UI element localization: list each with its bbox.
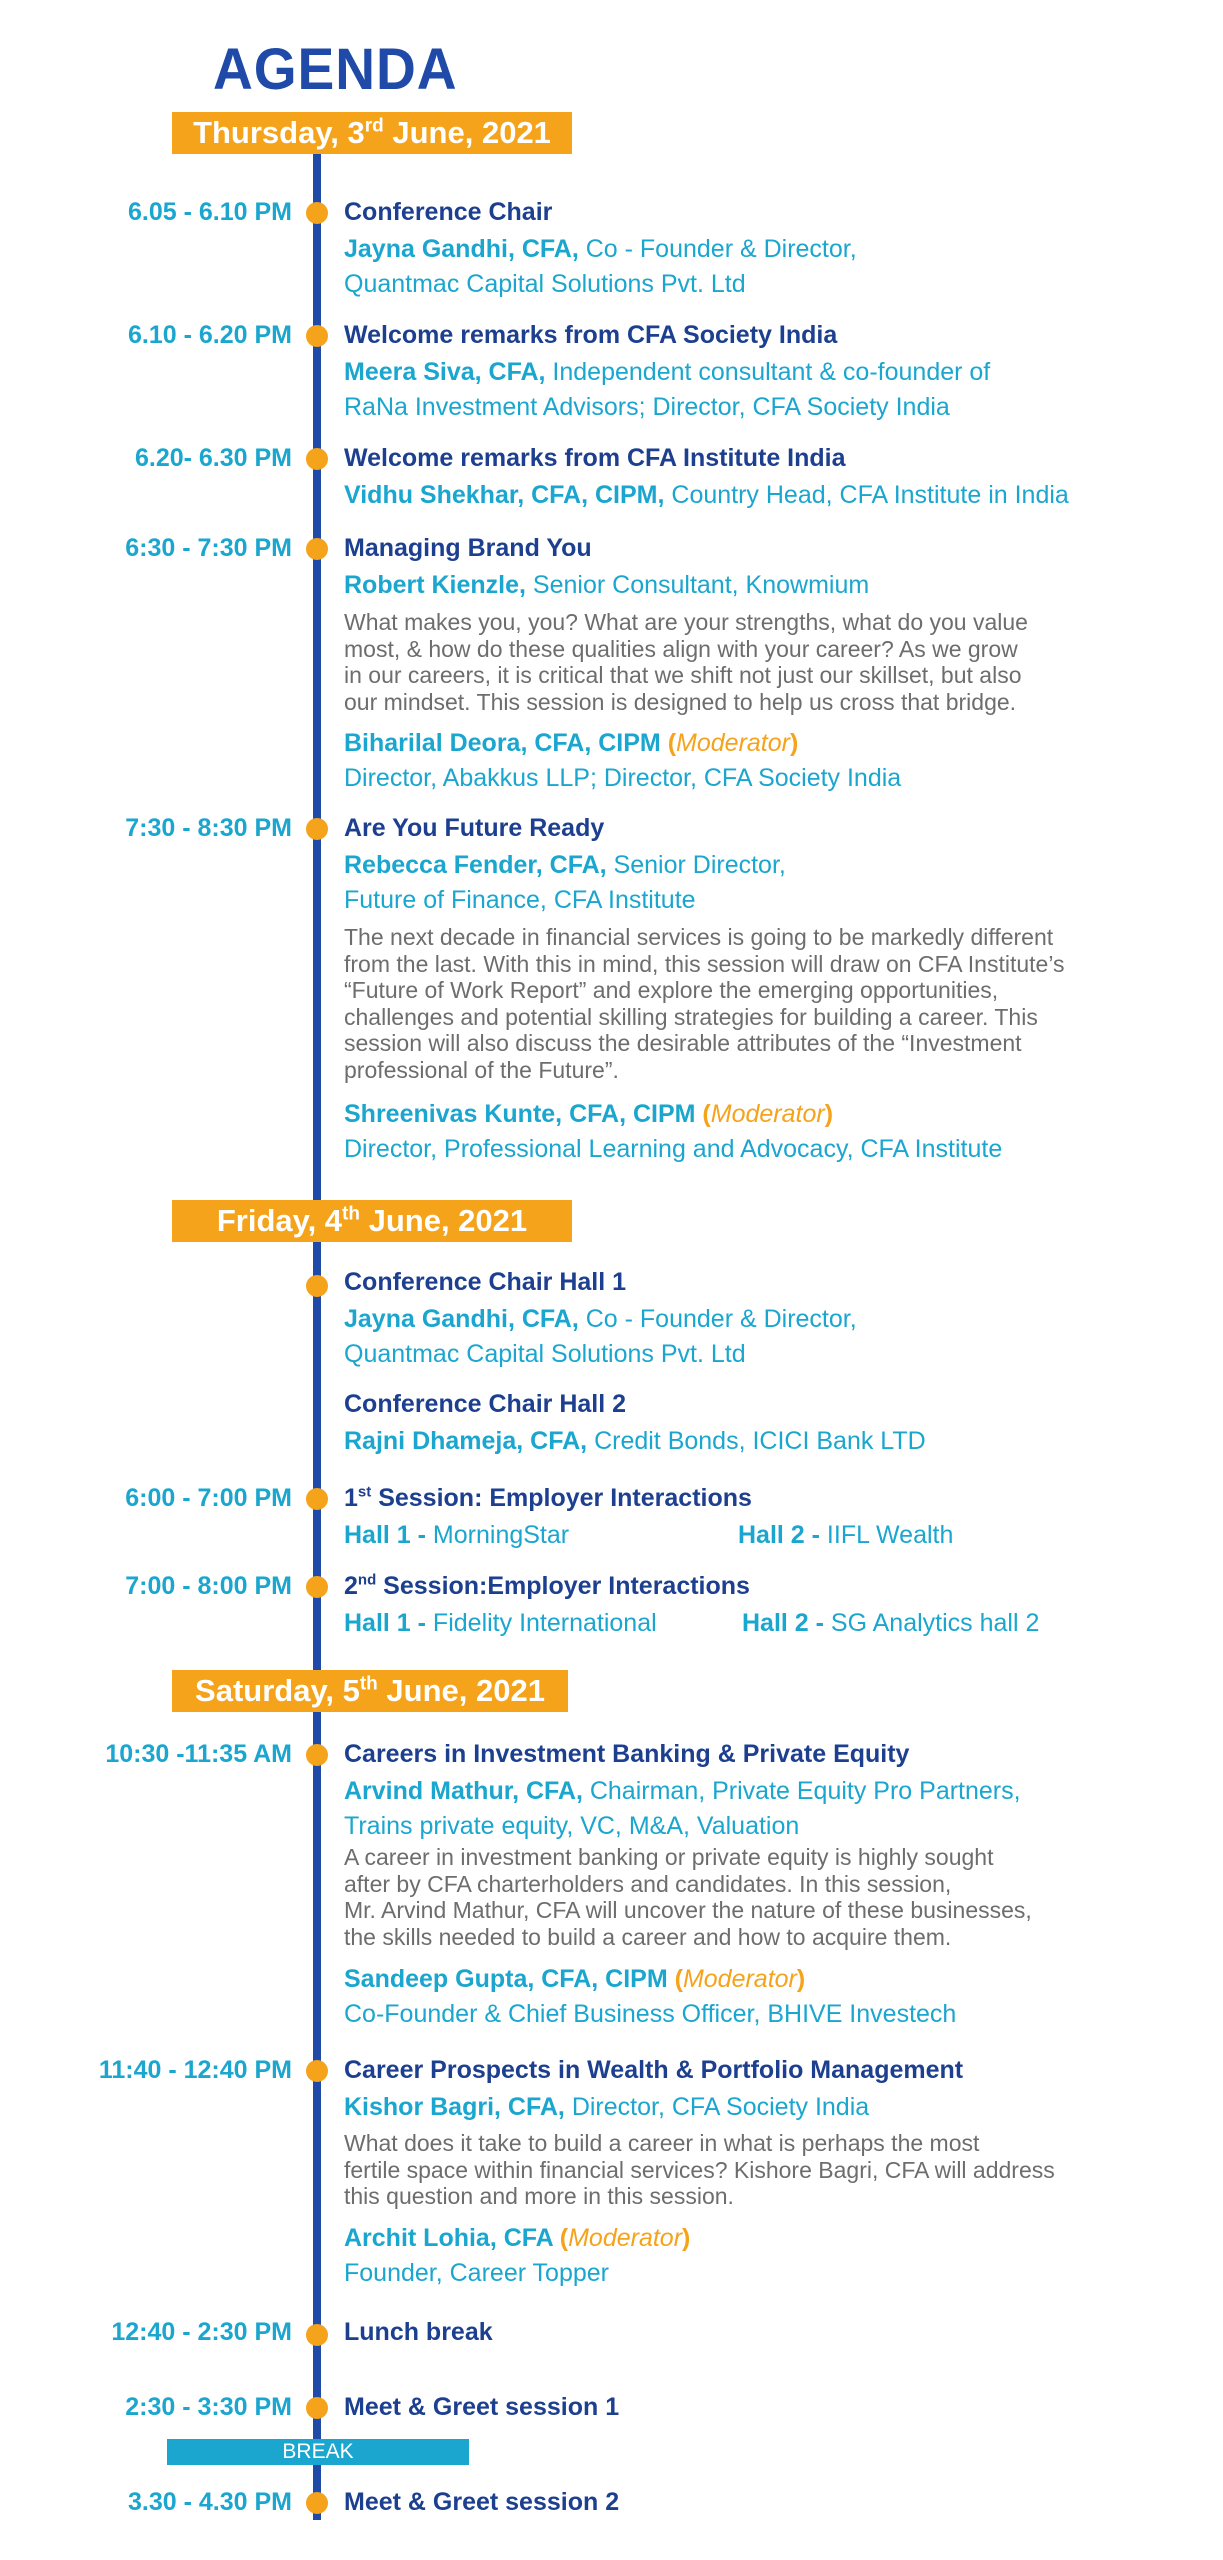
day-ordinal: th: [359, 1673, 378, 1695]
timeline-dot: [306, 2060, 328, 2082]
day-text-rest: June, 2021: [377, 1673, 545, 1708]
description-line: our mindset. This session is designed to help us cross that bridge.: [344, 688, 1017, 715]
session-title: Conference Chair Hall 2: [344, 1390, 627, 1418]
session-time: 12:40 - 2:30 PM: [111, 2318, 292, 2346]
hall-1-line: [344, 1518, 569, 1553]
speaker-line: [344, 2090, 869, 2125]
timeline-line: [313, 150, 321, 2520]
day-text-rest: June, 2021: [359, 1203, 528, 1238]
session-time: 6.20- 6.30 PM: [134, 444, 292, 472]
moderator-name: Sandeep Gupta, CFA, CIPM: [344, 1965, 668, 1993]
day-banner-friday: [172, 1200, 572, 1242]
day-text: Friday, 4: [216, 1203, 343, 1238]
session-title: Lunch break: [344, 2318, 493, 2346]
timeline-dot: [306, 2324, 328, 2346]
description-line: session will also discuss the desirable attributes of the “Investment: [344, 1030, 1022, 1056]
moderator-line: [344, 1097, 833, 1132]
description-line: What does it take to build a career in what is perhaps the most: [344, 2130, 980, 2156]
session-title: Meet & Greet session 1: [344, 2393, 620, 2421]
description-line: A career in investment banking or private equity is highly sought: [344, 1844, 994, 1870]
moderator-close: ): [789, 729, 799, 757]
session-time: 2:30 - 3:30 PM: [125, 2393, 292, 2421]
moderator-label: Moderator: [710, 1100, 825, 1128]
hall-2-line: [738, 1518, 953, 1553]
speaker-line: [344, 1424, 926, 1459]
timeline-dot: [306, 1488, 328, 1510]
day-banner-saturday: [172, 1670, 568, 1712]
speaker-line: [344, 478, 1069, 513]
hall-company: IIFL Wealth: [819, 1521, 954, 1549]
day-text-rest: June, 2021: [383, 115, 551, 150]
description-line: this question and more in this session.: [344, 2183, 734, 2209]
day-text: Thursday, 3: [193, 115, 365, 150]
session-time: 6.05 - 6.10 PM: [128, 198, 292, 226]
description-line: Mr. Arvind Mathur, CFA will uncover the nature of these businesses,: [344, 1897, 1032, 1923]
description-line: challenges and potential skilling strategies for building a career. This: [344, 1003, 1038, 1030]
timeline-dot: [306, 1576, 328, 1598]
session-title: Managing Brand You: [344, 534, 592, 562]
session-title: Conference Chair Hall 1: [344, 1268, 627, 1296]
hall-company: MorningStar: [425, 1521, 570, 1549]
session-ordinal: nd: [357, 1571, 377, 1589]
session-description: [344, 609, 1028, 715]
description-line: fertile space within financial services? Kishore Bagri, CFA will address: [344, 2156, 1055, 2183]
timeline-dot: [306, 325, 328, 347]
session-title: Meet & Greet session 2: [344, 2488, 620, 2516]
moderator-role: Founder, Career Topper: [344, 2259, 609, 2287]
moderator-open: (: [695, 1100, 711, 1128]
session-time: 3.30 - 4.30 PM: [128, 2488, 292, 2516]
session-time: 11:40 - 12:40 PM: [98, 2056, 292, 2084]
speaker-role: Country Head, CFA Institute in India: [664, 481, 1069, 509]
session-title: Conference Chair: [344, 198, 553, 226]
session-description: [344, 924, 1065, 1083]
session-title-text: Session:Employer Interactions: [376, 1572, 750, 1600]
page-title: AGENDA: [213, 37, 458, 102]
moderator-name: Shreenivas Kunte, CFA, CIPM: [344, 1100, 696, 1128]
speaker-name: Jayna Gandhi, CFA,: [344, 1305, 579, 1333]
speaker-line: [344, 568, 869, 603]
session-number: 2: [344, 1572, 358, 1600]
session-ordinal: st: [357, 1483, 372, 1501]
speaker-name: Rajni Dhameja, CFA,: [344, 1427, 588, 1455]
speaker-name: Kishor Bagri, CFA,: [344, 2093, 565, 2121]
description-line: most, & how do these qualities align with your career? As we grow: [344, 635, 1018, 662]
moderator-label: Moderator: [682, 1965, 797, 1993]
speaker-name: Arvind Mathur, CFA,: [344, 1777, 583, 1805]
session-title: [344, 1484, 752, 1513]
session-time: 10:30 -11:35 AM: [105, 1740, 292, 1768]
moderator-open: (: [660, 729, 677, 757]
speaker-role: Co - Founder & Director,: [578, 1305, 857, 1333]
speaker-org: Future of Finance, CFA Institute: [344, 886, 696, 914]
moderator-line: [344, 726, 798, 761]
description-line: The next decade in financial services is going to be markedly different: [344, 924, 1054, 950]
speaker-org: Quantmac Capital Solutions Pvt. Ltd: [344, 1340, 746, 1368]
hall-1-line: [344, 1606, 657, 1641]
moderator-role: Director, Professional Learning and Advocacy, CFA Institute: [344, 1135, 1003, 1163]
moderator-open: (: [667, 1965, 683, 1993]
session-description: [344, 2130, 1055, 2210]
speaker-line: [344, 355, 990, 390]
description-line: in our careers, it is critical that we shift not just our skillset, but also: [344, 662, 1022, 688]
speaker-name: Meera Siva, CFA,: [344, 358, 546, 386]
speaker-role: Director, CFA Society India: [564, 2093, 870, 2121]
session-title: Welcome remarks from CFA Society India: [344, 321, 838, 349]
timeline-dot: [306, 202, 328, 224]
timeline-dot: [306, 448, 328, 470]
moderator-close: ): [824, 1100, 834, 1128]
session-time: 6.10 - 6.20 PM: [128, 321, 292, 349]
moderator-close: ): [682, 2224, 691, 2252]
moderator-label: Moderator: [676, 729, 790, 757]
description-line: from the last. With this in mind, this session will draw on CFA Institute’s: [344, 950, 1065, 977]
speaker-role: Credit Bonds, ICICI Bank LTD: [587, 1427, 926, 1455]
speaker-name: Jayna Gandhi, CFA,: [344, 235, 579, 263]
session-title-text: Session: Employer Interactions: [371, 1484, 752, 1512]
day-ordinal: th: [342, 1203, 360, 1225]
speaker-role: Co - Founder & Director,: [578, 235, 857, 263]
speaker-role: Senior Consultant, Knowmium: [525, 571, 870, 599]
day-banner-thursday: [172, 112, 572, 154]
moderator-line: [344, 2221, 690, 2256]
speaker-name: Robert Kienzle,: [344, 571, 526, 599]
speaker-line: [344, 232, 857, 267]
session-time: 7:30 - 8:30 PM: [125, 814, 292, 842]
moderator-role: Director, Abakkus LLP; Director, CFA Society India: [344, 764, 902, 792]
description-line: after by CFA charterholders and candidates. In this session,: [344, 1870, 952, 1897]
moderator-name: Biharilal Deora, CFA, CIPM: [344, 729, 661, 757]
hall-label: Hall 2 -: [738, 1521, 820, 1549]
session-number: 1: [344, 1484, 358, 1512]
speaker-org: Trains private equity, VC, M&A, Valuation: [344, 1812, 800, 1840]
hall-company: Fidelity International: [425, 1609, 657, 1637]
moderator-tag: [568, 2224, 682, 2252]
hall-label: Hall 2 -: [742, 1609, 824, 1637]
moderator-tag: [711, 1100, 825, 1128]
break-bar: BREAK: [167, 2439, 469, 2465]
description-line: “Future of Work Report” and explore the emerging opportunities,: [344, 977, 999, 1003]
timeline-dot: [306, 2492, 328, 2514]
day-text: Saturday, 5: [195, 1673, 360, 1708]
speaker-role: Senior Director,: [606, 851, 786, 879]
timeline-dot: [306, 1275, 328, 1297]
speaker-role: Chairman, Private Equity Pro Partners,: [582, 1777, 1021, 1805]
moderator-open: (: [552, 2224, 569, 2252]
speaker-role: Independent consultant & co-founder of: [545, 358, 991, 386]
timeline-dot: [306, 1744, 328, 1766]
hall-label: Hall 1 -: [344, 1609, 426, 1637]
moderator-label: Moderator: [568, 2224, 683, 2252]
hall-company: SG Analytics hall 2: [823, 1609, 1040, 1637]
timeline-dot: [306, 2397, 328, 2419]
speaker-line: [344, 1774, 1021, 1809]
session-description: [344, 1844, 1032, 1950]
moderator-tag: [676, 729, 790, 757]
timeline-dot: [306, 538, 328, 560]
session-time: 6:00 - 7:00 PM: [125, 1484, 292, 1512]
description-line: the skills needed to build a career and how to acquire them.: [344, 1923, 952, 1950]
speaker-org: RaNa Investment Advisors; Director, CFA Society India: [344, 393, 950, 421]
moderator-close: ): [796, 1965, 806, 1993]
timeline-dot: [306, 818, 328, 840]
moderator-role: Co-Founder & Chief Business Officer, BHIVE Investech: [344, 2000, 957, 2028]
moderator-line: [344, 1962, 805, 1997]
session-title: Welcome remarks from CFA Institute India: [344, 444, 846, 472]
hall-2-line: [742, 1606, 1039, 1641]
session-title: Are You Future Ready: [344, 814, 605, 842]
moderator-name: Archit Lohia, CFA: [344, 2224, 553, 2252]
moderator-tag: [683, 1965, 797, 1993]
hall-label: Hall 1 -: [344, 1521, 426, 1549]
speaker-org: Quantmac Capital Solutions Pvt. Ltd: [344, 270, 746, 298]
day-ordinal: rd: [364, 115, 384, 137]
session-time: 6:30 - 7:30 PM: [125, 534, 292, 562]
speaker-name: Rebecca Fender, CFA,: [344, 851, 607, 879]
session-time: 7:00 - 8:00 PM: [125, 1572, 292, 1600]
session-title: Career Prospects in Wealth & Portfolio Management: [344, 2056, 964, 2084]
description-line: What makes you, you? What are your strengths, what do you value: [344, 609, 1028, 635]
speaker-line: [344, 1302, 857, 1337]
description-line: professional of the Future”.: [344, 1056, 619, 1083]
session-title: [344, 1572, 750, 1601]
session-title: Careers in Investment Banking & Private Equity: [344, 1740, 910, 1768]
speaker-line: [344, 848, 786, 883]
speaker-name: Vidhu Shekhar, CFA, CIPM,: [344, 481, 665, 509]
